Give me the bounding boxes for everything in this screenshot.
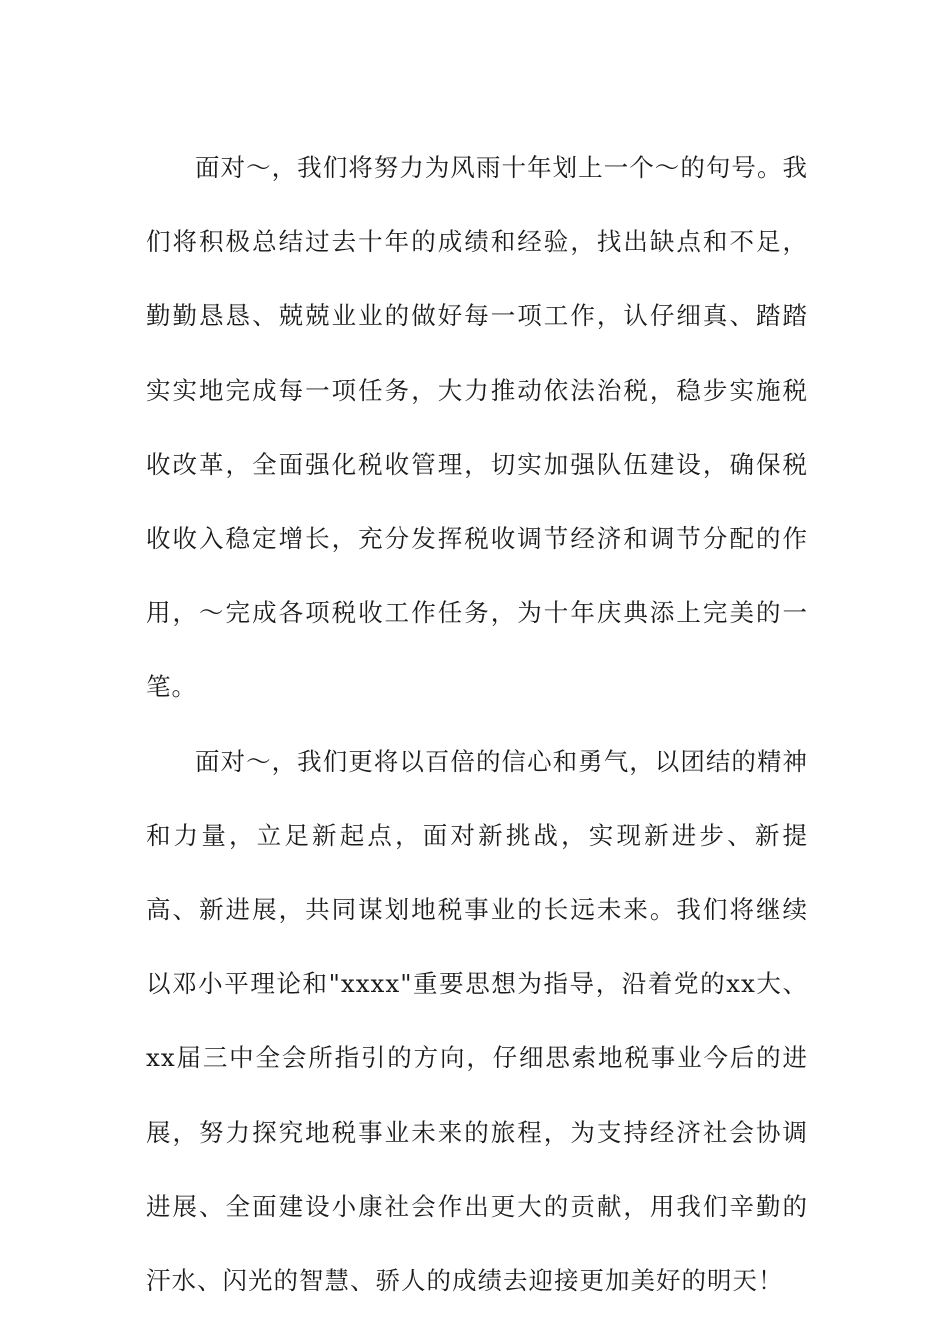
paragraph-1: 面对～，我们将努力为风雨十年划上一个～的句号。我们将积极总结过去十年的成绩和经验，找出缺点和不足，勤勤恳恳、兢兢业业的做好每一项工作，认仔细真、踏踏实实地完成每一项任务，大力推动依法治税，稳步实施税收改革，全面强化税收管理，切实加强队伍建设，确保税收收入稳定增长，充分发挥税收调节经济和调节分配的作用，～完成各项税收工作任务，为十年庆典添上完美的一笔。 <box>146 153 808 702</box>
paragraph-2: 面对～，我们更将以百倍的信心和勇气，以团结的精神和力量，立足新起点，面对新挑战，实现新进步、新提高、新进展，共同谋划地税事业的长远未来。我们将继续以邓小平理论和"xxxx"重要思想为指导，沿着党的xx大、xx届三中全会所指引的方向，仔细思索地税事业今后的进展，努力探究地税事业未来的旅程，为支持经济社会协调进展、全面建设小康社会作出更大的贡献，用我们辛勤的汗水、闪光的智慧、骄人的成绩去迎接更加美好的明天！ <box>146 746 808 1296</box>
document-body <box>146 131 808 1318</box>
